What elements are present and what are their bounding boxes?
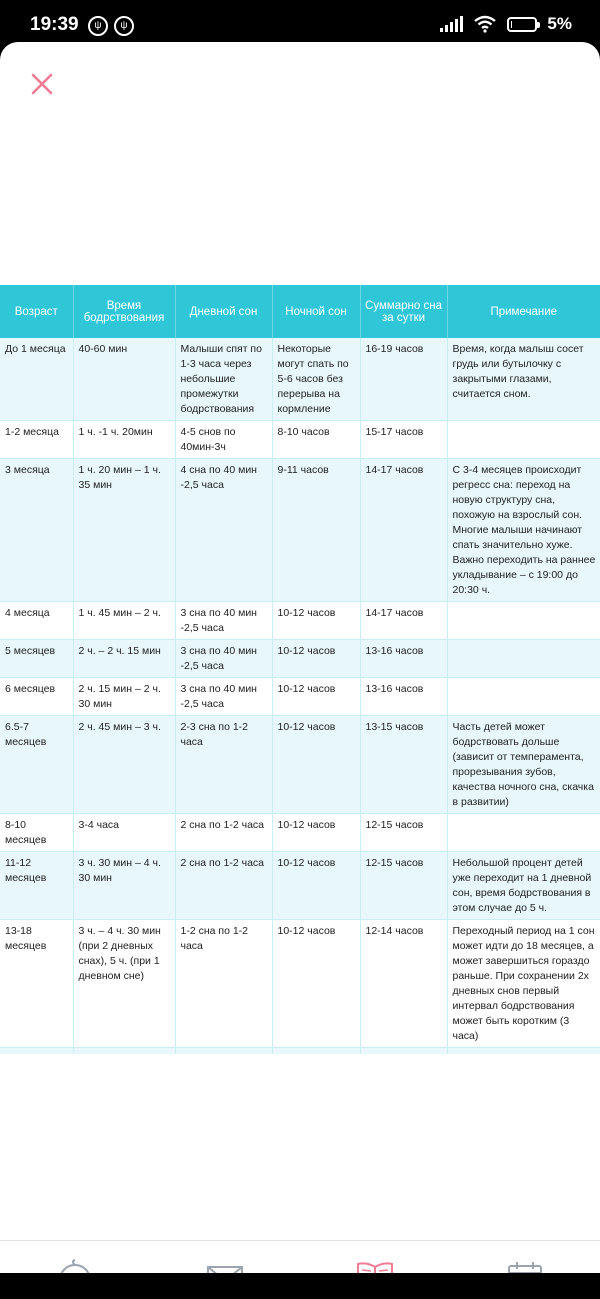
table-cell: 40-60 мин xyxy=(73,338,175,421)
table-cell: 3 ч. – 4 ч. 30 мин (при 2 дневных снах), 5 ч. (при 1 дневном сне) xyxy=(73,920,175,1048)
table-row xyxy=(0,421,600,459)
table-cell: 2-3 сна по 1-2 часа xyxy=(175,716,272,814)
close-icon xyxy=(28,70,56,98)
column-header: Ночной сон xyxy=(272,285,360,338)
table-cell: 2 ч. 15 мин – 2 ч. 30 мин xyxy=(73,678,175,716)
table-cell xyxy=(447,814,600,852)
table-cell: Малыши спят по 1-3 часа через небольшие промежутки бодрствования xyxy=(175,338,272,421)
sleep-table xyxy=(0,285,600,1116)
column-header: Возраст xyxy=(0,285,73,338)
table-cell xyxy=(447,640,600,678)
table-cell: 6 месяцев xyxy=(0,678,73,716)
battery-text: 5% xyxy=(547,14,572,33)
blank-area xyxy=(0,1054,600,1244)
table-cell: 16-19 часов xyxy=(360,338,447,421)
table-cell: Переходный период на 1 сон может идти до 18 месяцев, а может завершиться гораздо раньше. При сохранении 2х дневных снов первый интервал бодрствования может быть коротким (3 часа) xyxy=(447,920,600,1048)
nav-library[interactable] xyxy=(345,1254,405,1274)
table-cell: 3 ч. 30 мин – 4 ч. 30 мин xyxy=(73,852,175,920)
notification-icon: ψ xyxy=(88,16,108,36)
table-cell: 14-17 часов xyxy=(360,602,447,640)
table-row xyxy=(0,716,600,814)
table-row xyxy=(0,602,600,640)
table-cell: 2 ч. 45 мин – 3 ч. xyxy=(73,716,175,814)
battery-icon xyxy=(507,17,537,32)
column-header: Время бодрствования xyxy=(73,285,175,338)
table-row xyxy=(0,814,600,852)
table-cell: 12-14 часов xyxy=(360,920,447,1048)
table-cell: 3 сна по 40 мин -2,5 часа xyxy=(175,602,272,640)
table-cell: 6.5-7 месяцев xyxy=(0,716,73,814)
table-cell: 3 сна по 40 мин -2,5 часа xyxy=(175,640,272,678)
nav-calendar[interactable] xyxy=(495,1254,555,1274)
table-cell: 10-12 часов xyxy=(272,814,360,852)
table-row xyxy=(0,678,600,716)
table-row xyxy=(0,338,600,421)
table-cell: 10-12 часов xyxy=(272,716,360,814)
table-cell: 1 ч. 45 мин – 2 ч. xyxy=(73,602,175,640)
table-cell: 1-2 месяца xyxy=(0,421,73,459)
table-cell: 15-17 часов xyxy=(360,421,447,459)
table-cell: 13-18 месяцев xyxy=(0,920,73,1048)
signal-icon xyxy=(440,16,463,32)
table-cell: 10-12 часов xyxy=(272,602,360,640)
table-cell: 14-17 часов xyxy=(360,459,447,602)
baby-face-icon xyxy=(55,1259,95,1274)
table-cell: Некоторые могут спать по 5-6 часов без перерыва на кормление xyxy=(272,338,360,421)
table-cell xyxy=(447,602,600,640)
table-cell: Время, когда малыш сосет грудь или бутылочку с закрытыми глазами, считается сном. xyxy=(447,338,600,421)
table-row xyxy=(0,640,600,678)
table-row xyxy=(0,852,600,920)
table-cell: 2 сна по 1-2 часа xyxy=(175,814,272,852)
column-header: Суммарно сна за сутки xyxy=(360,285,447,338)
nav-messages[interactable] xyxy=(195,1254,255,1274)
table-cell xyxy=(447,421,600,459)
wifi-icon xyxy=(473,15,497,33)
table-cell: 12-15 часов xyxy=(360,814,447,852)
table-cell: 2 ч. – 2 ч. 15 мин xyxy=(73,640,175,678)
close-button[interactable] xyxy=(28,70,56,98)
table-cell: 4 месяца xyxy=(0,602,73,640)
table-cell: 1 ч. -1 ч. 20мин xyxy=(73,421,175,459)
sleep-table-image xyxy=(0,285,600,1116)
table-cell: 4-5 снов по 40мин-3ч xyxy=(175,421,272,459)
table-cell: 8-10 месяцев xyxy=(0,814,73,852)
nav-baby[interactable] xyxy=(45,1254,105,1274)
bottom-nav xyxy=(0,1240,600,1273)
table-header-row xyxy=(0,285,600,338)
table-cell: 10-12 часов xyxy=(272,920,360,1048)
table-cell: Небольшой процент детей уже переходит на 1 дневной сон, время бодрствования в этом случае до 5 ч. xyxy=(447,852,600,920)
table-cell: 10-12 часов xyxy=(272,678,360,716)
table-cell: 12-15 часов xyxy=(360,852,447,920)
table-cell: 8-10 часов xyxy=(272,421,360,459)
table-cell: 11-12 месяцев xyxy=(0,852,73,920)
status-right xyxy=(440,14,572,34)
table-row xyxy=(0,920,600,1048)
book-icon xyxy=(355,1261,395,1274)
calendar-icon xyxy=(506,1260,544,1274)
table-cell: 9-11 часов xyxy=(272,459,360,602)
table-cell: 3 месяца xyxy=(0,459,73,602)
notification-icon: ψ xyxy=(114,16,134,36)
table-cell: 13-16 часов xyxy=(360,640,447,678)
table-cell: 5 месяцев xyxy=(0,640,73,678)
table-cell: 4 сна по 40 мин -2,5 часа xyxy=(175,459,272,602)
table-cell xyxy=(447,678,600,716)
table-cell: 2 сна по 1-2 часа xyxy=(175,852,272,920)
status-time: 19:39 xyxy=(30,14,79,35)
table-cell: Часть детей может бодрствовать дольше (зависит от темперамента, прорезывания зубов, качества ночного сна, скачка в развитии) xyxy=(447,716,600,814)
table-cell: До 1 месяца xyxy=(0,338,73,421)
column-header: Дневной сон xyxy=(175,285,272,338)
table-cell: 1 ч. 20 мин – 1 ч. 35 мин xyxy=(73,459,175,602)
table-cell: 3 сна по 40 мин -2,5 часа xyxy=(175,678,272,716)
table-row xyxy=(0,459,600,602)
table-cell: 1-2 сна по 1-2 часа xyxy=(175,920,272,1048)
table-cell: 10-12 часов xyxy=(272,852,360,920)
table-cell: С 3-4 месяцев происходит регресс сна: переход на новую структуру сна, похожую на взрослый сон. Многие малыши начинают спать значительно хуже. Важно переходить на раннее укладывание – с 19:00 до 20:30 ч. xyxy=(447,459,600,602)
table-cell: 3-4 часа xyxy=(73,814,175,852)
table-cell: 10-12 часов xyxy=(272,640,360,678)
table-cell: 13-16 часов xyxy=(360,678,447,716)
system-nav-bar xyxy=(0,1273,600,1299)
table-cell: 13-15 часов xyxy=(360,716,447,814)
envelope-icon xyxy=(205,1264,245,1274)
content-sheet xyxy=(0,42,600,1273)
column-header: Примечание xyxy=(447,285,600,338)
